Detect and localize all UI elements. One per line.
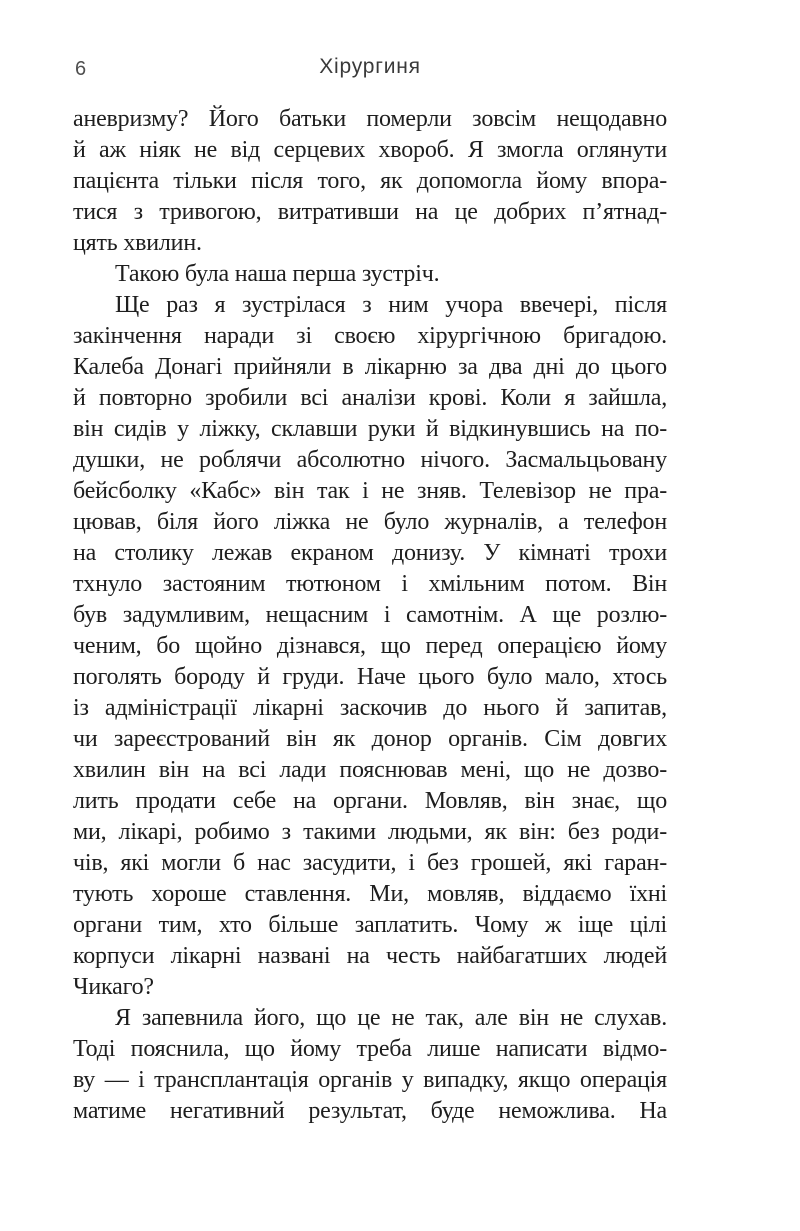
text-line: лить продати себе на органи. Мовляв, він знає, що: [73, 788, 667, 814]
text-line: бейсболку «Кабс» він так і не зняв. Телевізор не пра-: [73, 478, 667, 504]
text-line: поголять бороду й груди. Наче цього було мало, хтось: [73, 664, 667, 690]
text-line: Калеба Донагі прийняли в лікарню за два дні до цього: [73, 354, 667, 380]
text-line: цював, біля його ліжка не було журналів, а телефон: [73, 509, 667, 535]
text-line: ми, лікарі, робимо з такими людьми, як він: без роди-: [73, 819, 667, 845]
text-line: Чикаго?: [73, 974, 154, 1000]
text-line: чи зареєстрований він як донор органів. Сім довгих: [73, 726, 667, 752]
text-line: Такою була наша перша зустріч.: [115, 261, 440, 287]
text-line: Тоді пояснила, що йому треба лише написати відмо-: [73, 1036, 667, 1062]
text-line: ченим, бо щойно дізнався, що перед операцією йому: [73, 633, 667, 659]
running-title: Хірургиня: [319, 55, 421, 78]
text-line: із адміністрації лікарні заскочив до нього й запитав,: [73, 695, 667, 721]
text-line: й аж ніяк не від серцевих хвороб. Я змогла оглянути: [73, 137, 667, 163]
text-line: чів, які могли б нас засудити, і без грошей, які гаран-: [73, 850, 667, 876]
text-line: був задумливим, нещасним і самотнім. А ще розлю-: [73, 602, 667, 628]
body-text: [73, 104, 667, 1127]
text-line: Ще раз я зустрілася з ним учора ввечері, після: [115, 292, 667, 318]
text-line: хвилин він на всі лади пояснював мені, що не дозво-: [73, 757, 667, 783]
text-line: органи тим, хто більше заплатить. Чому ж іще цілі: [73, 912, 667, 938]
text-line: душки, не роблячи абсолютно нічого. Засмальцьовану: [73, 447, 667, 473]
text-line: на столику лежав екраном донизу. У кімнаті трохи: [73, 540, 667, 566]
text-line: тися з тривогою, витративши на це добрих п’ятнад-: [73, 199, 667, 225]
text-line: ву — і трансплантація органів у випадку, якщо операція: [73, 1067, 667, 1093]
text-line: й повторно зробили всі аналізи крові. Коли я зайшла,: [73, 385, 667, 411]
text-line: він сидів у ліжку, склавши руки й відкинувшись на по-: [73, 416, 667, 442]
page-header: [73, 55, 667, 83]
text-line: корпуси лікарні названі на честь найбагатших людей: [73, 943, 667, 969]
text-line: тують хороше ставлення. Ми, мовляв, віддаємо їхні: [73, 881, 667, 907]
text-line: цять хвилин.: [73, 230, 202, 256]
text-line: закінчення наради зі своєю хірургічною бригадою.: [73, 323, 667, 349]
text-line: пацієнта тільки після того, як допомогла йому впора-: [73, 168, 667, 194]
text-line: Я запевнила його, що це не так, але він не слухав.: [115, 1005, 667, 1031]
text-line: матиме негативний результат, буде неможлива. На: [73, 1098, 667, 1124]
page-number: 6: [75, 58, 87, 80]
text-line: аневризму? Його батьки померли зовсім нещодавно: [73, 106, 667, 132]
text-line: тхнуло застояним тютюном і хмільним потом. Він: [73, 571, 667, 597]
